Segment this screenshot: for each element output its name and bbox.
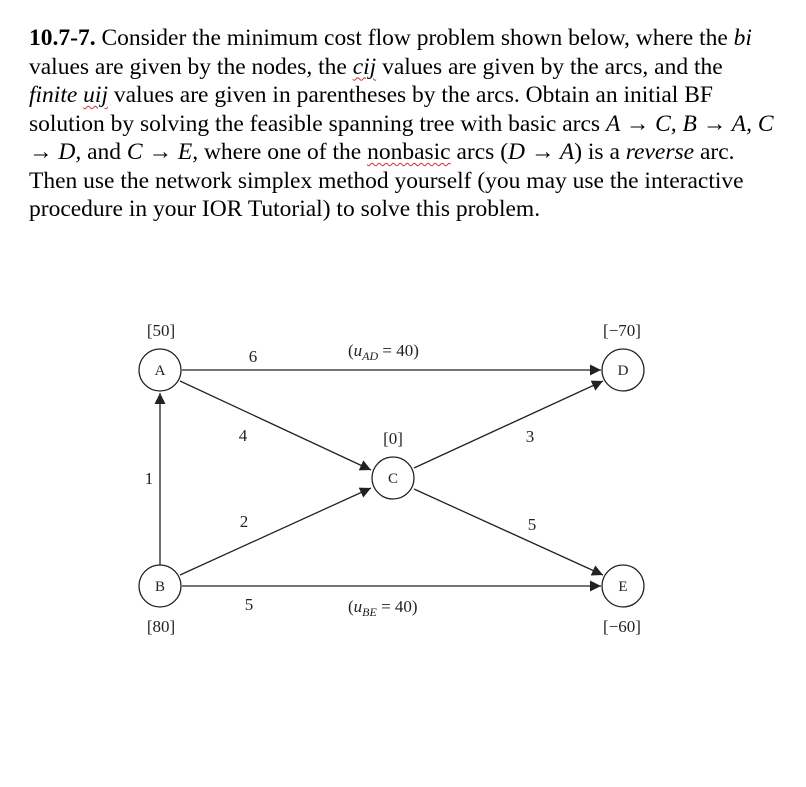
node-c xyxy=(372,457,414,499)
supply-d: [−70] xyxy=(603,321,641,340)
arc-b-c xyxy=(180,488,371,575)
arc-ce: C → E, xyxy=(126,139,199,165)
problem-number: 10.7-7. xyxy=(29,25,96,51)
nonbasic-term: nonbasic xyxy=(367,139,451,165)
cost-c-e: 5 xyxy=(527,515,537,534)
capacity-a-d: $(u_{AD} = 40)$ xyxy=(348,341,419,363)
bi-term: bi xyxy=(733,25,752,51)
reverse-term: reverse xyxy=(625,139,695,165)
node-b xyxy=(139,565,181,607)
cost-a-d: 6 xyxy=(248,347,258,366)
arc-c-d xyxy=(414,381,603,468)
cost-a-c: 4 xyxy=(238,426,248,445)
supply-a: [50] xyxy=(146,321,176,340)
problem-statement: 10.7-7. Consider the minimum cost flow problem shown below, where the bi values are given by the nodes, the cij values are given by the arcs, and the finite uij values are given in parentheses by the arcs. Obtain an initial BF solution by solving the feasible spanning tree with basic arcs A → C, B → A, C → D, and C → E, where one of the nonbasic arcs (D → A) is a reverse arc. Then use the network simplex method yourself (you may use the interactive procedure in your IOR Tutorial) to solve this problem. xyxy=(29,25,774,222)
node-e xyxy=(602,565,644,607)
node-a xyxy=(139,349,181,391)
supply-b: [80] xyxy=(146,617,176,636)
capacity-b-e: $(u_{BE} = 40)$ xyxy=(348,597,418,619)
uij-term: uij xyxy=(83,82,108,108)
cost-b-a: 1 xyxy=(144,469,154,488)
basic-arcs: A → C, B → A, C → D, xyxy=(29,110,774,165)
cost-b-c: 2 xyxy=(239,512,249,531)
node-d-label: D xyxy=(617,363,629,379)
supply-e: [−60] xyxy=(603,617,641,636)
arc-da: D → A xyxy=(508,139,575,165)
node-c-label: C xyxy=(387,471,399,487)
supply-c: [0] xyxy=(383,429,403,448)
finite-term: finite xyxy=(29,82,78,108)
cost-b-e: 5 xyxy=(244,595,254,614)
node-d xyxy=(602,349,644,391)
cij-term: cij xyxy=(352,53,377,80)
cost-c-d: 3 xyxy=(525,427,535,446)
arc-c-e xyxy=(414,489,603,575)
arc-a-c xyxy=(180,381,371,470)
node-a-label: A xyxy=(154,363,166,379)
node-b-label: B xyxy=(154,579,166,595)
node-e-label: E xyxy=(618,579,628,595)
